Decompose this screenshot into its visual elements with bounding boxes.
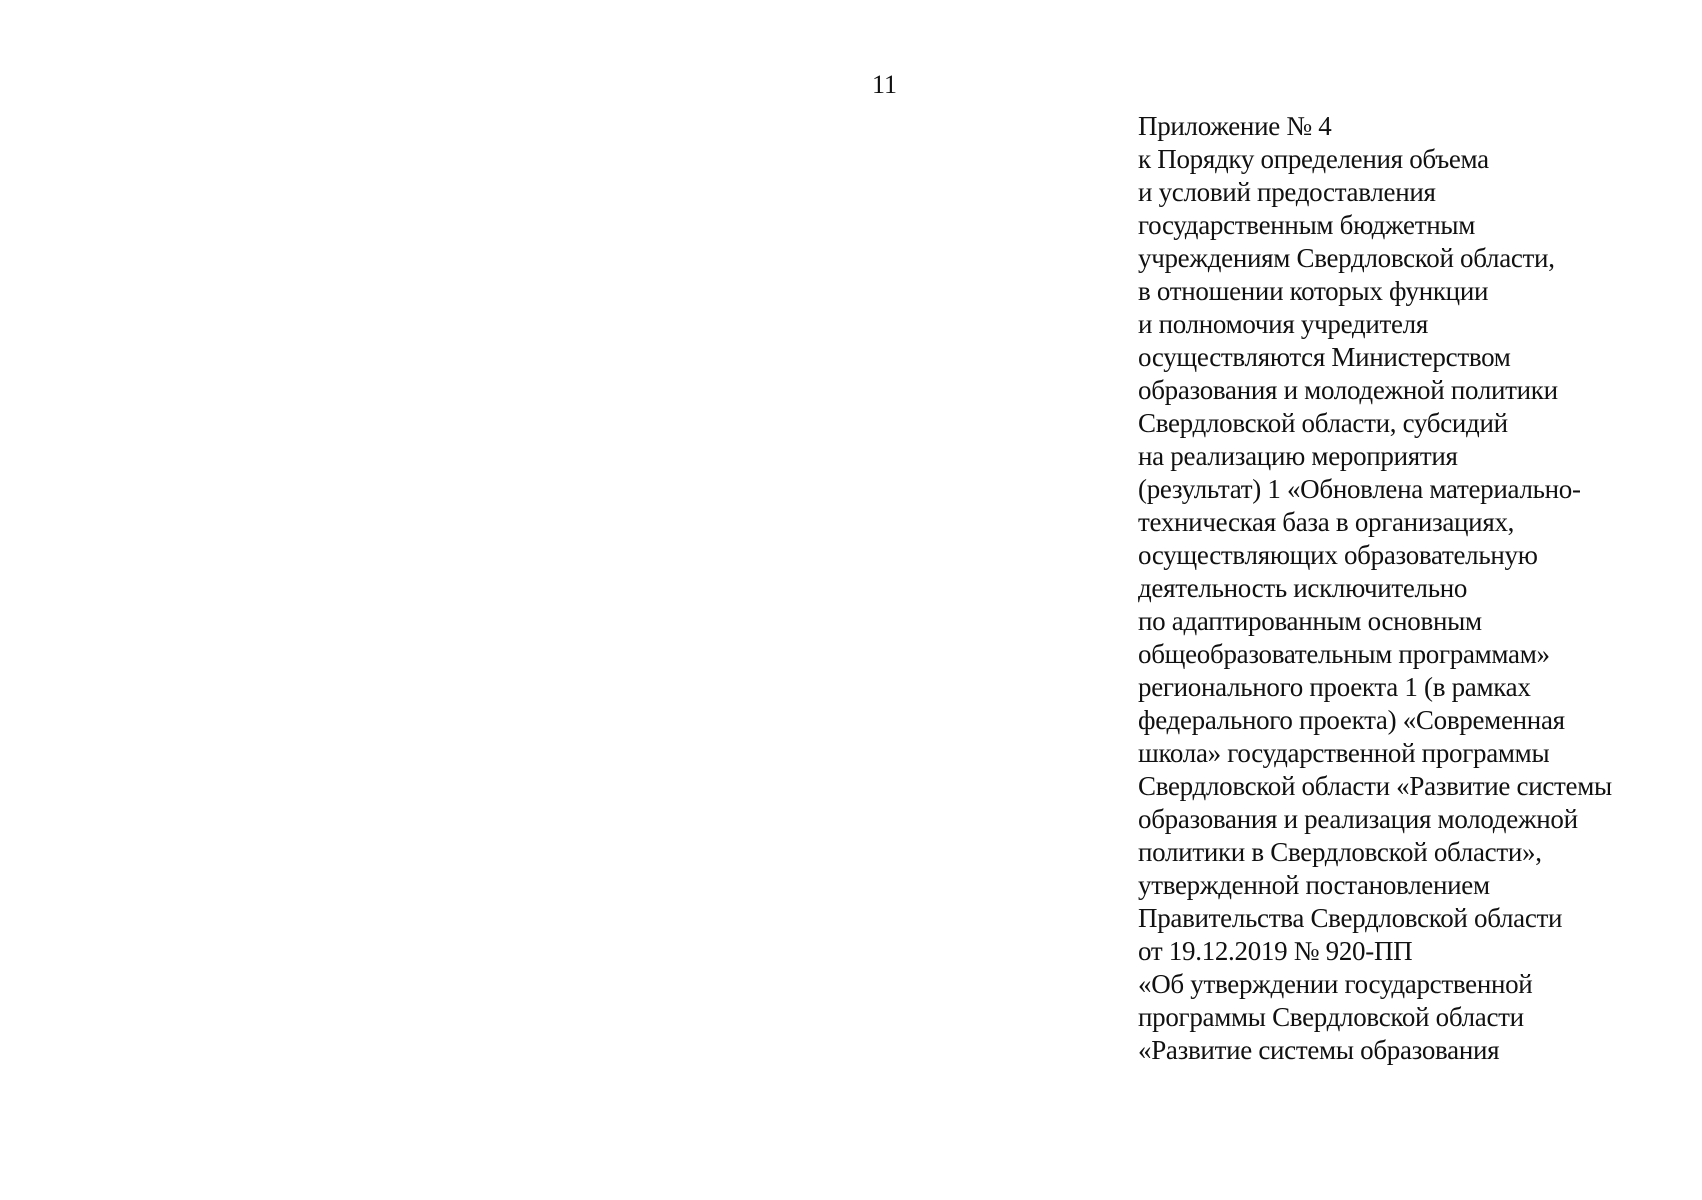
appendix-line: деятельность исключительно: [1138, 573, 1468, 603]
appendix-line: образования и молодежной политики: [1138, 375, 1558, 405]
appendix-line: программы Свердловской области: [1138, 1002, 1524, 1032]
appendix-line: от 19.12.2019 № 920-ПП: [1138, 936, 1413, 966]
appendix-line: на реализацию мероприятия: [1138, 441, 1458, 471]
appendix-line: осуществляющих образовательную: [1138, 540, 1538, 570]
appendix-line: образования и реализация молодежной: [1138, 804, 1578, 834]
appendix-line: по адаптированным основным: [1138, 606, 1482, 636]
appendix-line: к Порядку определения объема: [1138, 144, 1489, 174]
appendix-line: техническая база в организациях,: [1138, 507, 1515, 537]
appendix-line: осуществляются Министерством: [1138, 342, 1511, 372]
appendix-line: регионального проекта 1 (в рамках: [1138, 672, 1531, 702]
appendix-line: Свердловской области, субсидий: [1138, 408, 1508, 438]
appendix-line: «Развитие системы образования: [1138, 1035, 1500, 1065]
appendix-line: утвержденной постановлением: [1138, 870, 1490, 900]
appendix-header: [1138, 110, 1678, 1067]
appendix-line: политики в Свердловской области»,: [1138, 837, 1542, 867]
appendix-line: и полномочия учредителя: [1138, 309, 1428, 339]
appendix-line: (результат) 1 «Обновлена материально-: [1138, 474, 1581, 504]
appendix-line: государственным бюджетным: [1138, 210, 1475, 240]
appendix-line: школа» государственной программы: [1138, 738, 1550, 768]
appendix-line: Правительства Свердловской области: [1138, 903, 1563, 933]
appendix-line: учреждениям Свердловской области,: [1138, 243, 1555, 273]
appendix-line: общеобразовательным программам»: [1138, 639, 1550, 669]
appendix-line: и условий предоставления: [1138, 177, 1436, 207]
page-number: 11: [872, 70, 898, 99]
appendix-line: в отношении которых функции: [1138, 276, 1489, 306]
appendix-line: федерального проекта) «Современная: [1138, 705, 1565, 735]
appendix-line: «Об утверждении государственной: [1138, 969, 1533, 999]
appendix-line: Приложение № 4: [1138, 111, 1332, 141]
appendix-line: Свердловской области «Развитие системы: [1138, 771, 1612, 801]
